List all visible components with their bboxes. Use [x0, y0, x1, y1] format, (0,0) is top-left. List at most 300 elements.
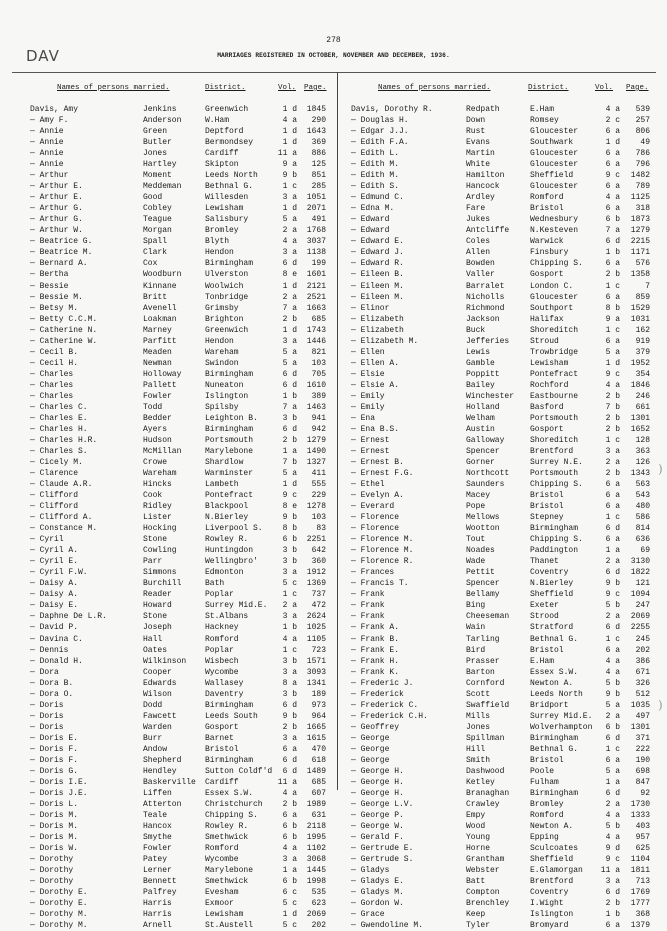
entry-name: — George L.V. — [351, 799, 414, 809]
entry-district: Cardiff — [205, 149, 239, 159]
entry-name: — Gladys E. — [351, 877, 404, 887]
entry-page: 3068 — [306, 855, 326, 865]
entry-volume: 6 d — [282, 380, 297, 390]
entry-name: — Edna M. — [351, 204, 395, 214]
entry-district: Lewisham — [205, 910, 244, 920]
entry-district: Essex S.W. — [530, 667, 579, 677]
entry-name: — Constance M. — [30, 524, 98, 534]
entry-spouse-surname: Wilson — [143, 689, 172, 699]
entry-name: — Arthur — [30, 171, 69, 181]
index-entry — [0, 203, 337, 214]
entry-district: Surrey N.E. — [530, 458, 583, 467]
index-entry — [338, 225, 667, 236]
index-entry — [0, 589, 337, 600]
index-entry — [338, 424, 667, 435]
entry-volume: 3 b — [282, 546, 297, 556]
entry-district: Hendon — [205, 248, 234, 258]
entry-page: 369 — [311, 138, 326, 148]
index-entry — [338, 744, 667, 755]
index-entry — [0, 281, 337, 292]
index-entry — [338, 181, 667, 192]
entry-volume: 5 b — [605, 601, 620, 611]
entry-district: Blyth — [205, 237, 230, 247]
entry-name: — Edith M. — [351, 171, 400, 181]
index-entry — [338, 589, 667, 600]
entry-spouse-surname: Bing — [466, 601, 486, 611]
entry-page: 973 — [311, 700, 326, 710]
entry-district: Woolwich — [205, 281, 244, 291]
entry-district: Gloucester — [530, 160, 579, 170]
entry-volume: 5 a — [282, 215, 297, 225]
entry-spouse-surname: Tarling — [466, 634, 500, 644]
entry-volume: 4 a — [605, 380, 620, 390]
entry-name: — Clifford — [30, 491, 79, 501]
entry-name: — Dorothy — [30, 855, 74, 865]
index-entry — [338, 457, 667, 468]
entry-district: Rochford — [530, 380, 569, 390]
index-entry — [0, 909, 337, 920]
entry-page: 1995 — [306, 833, 326, 843]
entry-page: 705 — [311, 369, 326, 379]
entry-page: 386 — [635, 656, 650, 666]
index-entry — [0, 578, 337, 589]
entry-page: 1333 — [630, 811, 650, 820]
index-entry — [338, 214, 667, 225]
entry-volume: 1 b — [605, 910, 620, 920]
entry-name: — Dorothy M. — [30, 910, 88, 920]
entry-district: St.Austell — [205, 921, 254, 931]
entry-spouse-surname: Jackson — [466, 314, 500, 324]
entry-district: Leeds North — [530, 689, 583, 699]
entry-name: — Charles C. — [30, 402, 88, 412]
entry-volume: 1 b — [282, 623, 297, 633]
entry-spouse-surname: Scott — [466, 689, 491, 699]
entry-volume: 6 a — [605, 204, 620, 214]
entry-district: Bristol — [205, 744, 239, 754]
entry-volume: 3 a — [282, 568, 297, 578]
index-entry — [0, 832, 337, 843]
entry-page: 1743 — [306, 325, 326, 335]
entry-spouse-surname: Joseph — [143, 623, 172, 633]
entry-volume: 9 c — [605, 171, 620, 181]
index-entry — [338, 159, 667, 170]
entry-page: 126 — [635, 458, 650, 467]
entry-volume: 2 b — [605, 899, 620, 909]
entry-page: 1035 — [630, 700, 650, 710]
index-entry — [0, 402, 337, 413]
entry-name: — Frank — [351, 590, 385, 600]
index-entry — [338, 689, 667, 700]
entry-district: Shoreditch — [530, 435, 579, 445]
entry-spouse-surname: Jefferies — [466, 336, 510, 346]
entry-district: Birmingham — [205, 259, 254, 269]
entry-page: 685 — [311, 314, 326, 324]
entry-volume: 4 a — [282, 634, 297, 644]
entry-district: Marylebone — [205, 446, 254, 456]
entry-spouse-surname: Smythe — [143, 833, 172, 843]
entry-volume: 1 d — [282, 127, 297, 137]
entry-district: Islington — [530, 910, 574, 920]
index-entry — [0, 126, 337, 137]
entry-name: — Daisy A. — [30, 579, 79, 589]
entry-spouse-surname: Barralet — [466, 281, 505, 291]
entry-district: Romford — [530, 811, 564, 820]
entry-district: Leighton B. — [205, 413, 258, 423]
entry-page: 941 — [311, 413, 326, 423]
entry-volume: 5 b — [605, 822, 620, 832]
entry-name: — Eileen M. — [351, 292, 404, 302]
entry-name: — Ethel — [351, 480, 385, 490]
index-entry — [0, 634, 337, 645]
entry-district: Stepney — [530, 513, 564, 523]
index-entry — [0, 711, 337, 722]
entry-volume: 2 a — [605, 557, 620, 567]
entry-district: Wednesbury — [530, 215, 579, 225]
index-entry — [0, 854, 337, 865]
entry-spouse-surname: Hudson — [143, 435, 172, 445]
entry-district: Swindon — [205, 358, 239, 368]
entry-page: 202 — [311, 921, 326, 931]
entry-spouse-surname: Brenchley — [466, 899, 510, 909]
entry-spouse-surname: Barton — [466, 667, 495, 677]
entry-page: 103 — [311, 513, 326, 523]
entry-district: Brighton — [205, 314, 244, 324]
entry-district: Stroud — [530, 336, 559, 346]
entry-name: — Geoffrey — [351, 722, 400, 732]
entry-district: Epping — [530, 833, 559, 843]
entry-spouse-surname: Hall — [143, 634, 163, 644]
entry-name: — Cecil B. — [30, 347, 79, 357]
entry-district: Newton A. — [530, 822, 574, 832]
index-entry — [0, 810, 337, 821]
entry-volume: 6 d — [282, 755, 297, 765]
entry-name: — Bertha — [30, 270, 69, 280]
entry-volume: 3 a — [282, 336, 297, 346]
entry-district: W.Ham — [205, 116, 230, 126]
header-vol: Vol. — [278, 84, 297, 92]
entry-spouse-surname: Hamilton — [466, 171, 505, 181]
entry-page: 246 — [635, 391, 650, 401]
entry-name: — Arthur G. — [30, 215, 83, 225]
index-entry — [0, 468, 337, 479]
entry-district: Wellingbro' — [205, 557, 258, 567]
page-title: MARRIAGES REGISTERED IN OCTOBER, NOVEMBER AND DECEMBER, 1936. — [217, 52, 450, 59]
entry-page: 7 — [645, 281, 650, 291]
entry-page: 576 — [635, 259, 650, 269]
entry-page: 1301 — [630, 413, 650, 423]
index-entry — [338, 203, 667, 214]
entry-page: 1327 — [306, 458, 326, 467]
index-entry — [338, 788, 667, 799]
entry-district: Leeds South — [205, 711, 258, 721]
entry-page: 942 — [311, 424, 326, 434]
entry-volume: 7 b — [282, 458, 297, 467]
entry-district: Romford — [205, 634, 239, 644]
entry-district: Cardiff — [205, 777, 239, 787]
entry-district: Paddington — [530, 546, 579, 556]
entry-name: — Dorothy M. — [30, 921, 88, 931]
index-entry — [0, 567, 337, 578]
entry-volume: 8 b — [605, 303, 620, 313]
entry-name: — Edward J. — [351, 248, 404, 258]
entry-name: — Gertrude E. — [351, 844, 414, 854]
entry-district: Portsmouth — [530, 469, 579, 479]
entry-page: 957 — [635, 833, 650, 843]
index-entry — [0, 689, 337, 700]
entry-name: — Charles H. — [30, 424, 88, 434]
entry-district: Smethwick — [205, 877, 249, 887]
entry-spouse-surname: Cheeseman — [466, 612, 510, 622]
entry-name: — George P. — [351, 811, 404, 820]
entry-volume: 6 a — [605, 149, 620, 159]
entry-name: — Elizabeth M. — [351, 336, 419, 346]
index-entry — [0, 744, 337, 755]
entry-district: N.Bierley — [530, 579, 574, 589]
index-entry — [0, 225, 337, 236]
entry-spouse-surname: Kinnane — [143, 281, 177, 291]
entry-name: — George W. — [351, 822, 404, 832]
page-number: 278 — [326, 36, 341, 45]
entry-page: 623 — [311, 899, 326, 909]
entry-name: — Bernard A. — [30, 259, 88, 269]
entry-spouse-surname: Crawley — [466, 799, 500, 809]
entry-page: 247 — [635, 601, 650, 611]
entry-district: Smethwick — [205, 833, 249, 843]
entry-district: Southwark — [530, 138, 574, 148]
entry-page: 1105 — [306, 634, 326, 644]
index-entry — [338, 468, 667, 479]
entry-page: 1643 — [306, 127, 326, 137]
entry-spouse-surname: Nicholls — [466, 292, 505, 302]
entry-volume: 3 b — [282, 557, 297, 567]
entry-page: 363 — [635, 446, 650, 456]
entry-page: 1652 — [630, 424, 650, 434]
entry-page: 411 — [311, 469, 326, 479]
entry-name: — Bessie M. — [30, 292, 83, 302]
index-entry — [0, 667, 337, 678]
index-entry — [338, 115, 667, 126]
entry-name: — Doris J.E. — [30, 788, 88, 798]
entry-name: — Catherine N. — [30, 325, 98, 335]
entry-district: Daventry — [205, 689, 244, 699]
entry-district: Southport — [530, 303, 574, 313]
index-entry — [0, 413, 337, 424]
index-entry — [0, 799, 337, 810]
entry-spouse-surname: Reader — [143, 590, 172, 600]
entry-district: Exeter — [530, 601, 559, 611]
entry-page: 1571 — [306, 656, 326, 666]
entry-page: 1463 — [306, 402, 326, 412]
index-entry — [0, 821, 337, 832]
entry-spouse-surname: Lister — [143, 513, 172, 523]
entry-page: 1490 — [306, 446, 326, 456]
entry-spouse-surname: Buck — [466, 325, 486, 335]
entry-spouse-surname: Welham — [466, 413, 495, 423]
entry-name: — Beatrice G. — [30, 237, 93, 247]
entry-name: — Beatrice M. — [30, 248, 93, 258]
entry-volume: 6 d — [605, 733, 620, 743]
index-entry — [338, 413, 667, 424]
entry-spouse-surname: Northcott — [466, 469, 510, 479]
entry-spouse-surname: Wilkinson — [143, 656, 187, 666]
entry-volume: 9 a — [282, 160, 297, 170]
index-entry — [0, 523, 337, 534]
entry-name: — Doris I.E. — [30, 777, 88, 787]
entry-spouse-surname: Webster — [466, 866, 500, 876]
entry-spouse-surname: Jenkins — [143, 105, 177, 114]
entry-volume: 2 b — [282, 435, 297, 445]
entry-name: — Charles — [30, 380, 74, 390]
entry-volume: 5 a — [282, 347, 297, 357]
entry-volume: 6 d — [282, 369, 297, 379]
index-entry — [0, 479, 337, 490]
entry-spouse-surname: Batt — [466, 877, 486, 887]
entry-name: — Edgar J.J. — [351, 127, 409, 137]
entry-volume: 3 a — [605, 446, 620, 456]
entry-volume: 2 a — [282, 226, 297, 236]
entry-volume: 6 a — [605, 921, 620, 931]
entry-volume: 1 c — [605, 634, 620, 644]
entry-spouse-surname: Smith — [466, 755, 491, 765]
entry-spouse-surname: Teale — [143, 811, 168, 820]
entry-name: — Donald H. — [30, 656, 83, 666]
entry-name: — Doris M. — [30, 822, 79, 832]
entry-volume: 11 a — [277, 777, 297, 787]
index-entry — [338, 667, 667, 678]
entry-name: — Ena B.S. — [351, 424, 400, 434]
index-entry — [338, 303, 667, 314]
index-entry — [0, 534, 337, 545]
entry-district: Romford — [205, 844, 239, 854]
entry-spouse-surname: Bedder — [143, 413, 172, 423]
index-entry — [338, 755, 667, 766]
entry-district: Wycombe — [205, 667, 239, 677]
entry-district: Ulverston — [205, 270, 249, 280]
entry-name: — Frank H. — [351, 656, 400, 666]
entry-page: 796 — [635, 160, 650, 170]
entry-volume: 3 a — [605, 877, 620, 887]
entry-page: 470 — [311, 744, 326, 754]
entry-district: Wallasey — [205, 678, 244, 688]
entry-district: Bethnal G. — [205, 182, 254, 192]
entry-volume: 5 a — [282, 469, 297, 479]
index-entry — [338, 898, 667, 909]
index-entry — [0, 733, 337, 744]
entry-name: — Ellen — [351, 347, 385, 357]
index-entry — [0, 192, 337, 203]
entry-name: — Edward — [351, 215, 390, 225]
entry-district: Bristol — [530, 491, 564, 501]
entry-spouse-surname: Parfitt — [143, 336, 177, 346]
entry-district: Sheffield — [530, 590, 574, 600]
entry-spouse-surname: Spencer — [466, 446, 500, 456]
entry-volume: 6 c — [282, 888, 297, 898]
entry-name: — Arthur E. — [30, 182, 83, 192]
index-entry — [338, 281, 667, 292]
entry-page: 285 — [311, 182, 326, 192]
entry-volume: 2 a — [282, 601, 297, 611]
entry-district: Chipping S. — [205, 811, 258, 820]
entry-volume: 2 b — [605, 391, 620, 401]
entry-spouse-surname: Tout — [466, 535, 486, 545]
entry-page: 1529 — [630, 303, 650, 313]
entry-spouse-surname: Branaghan — [466, 788, 510, 798]
index-entry — [338, 909, 667, 920]
entry-page: 642 — [311, 546, 326, 556]
entry-district: Willesden — [205, 193, 249, 203]
entry-district: N.Kesteven — [530, 226, 579, 236]
entry-volume: 1 b — [282, 391, 297, 401]
entry-spouse-surname: Dodd — [143, 700, 163, 710]
index-entry — [338, 501, 667, 512]
entry-spouse-surname: Bennett — [143, 877, 177, 887]
entry-volume: 6 d — [605, 568, 620, 578]
entry-name: — Elinor — [351, 303, 390, 313]
entry-spouse-surname: Woodburn — [143, 270, 182, 280]
header-names: Names of persons married. — [57, 84, 170, 92]
entry-district: St.Albans — [205, 612, 249, 622]
entry-district: Sculcoates — [530, 844, 579, 854]
entry-page: 2215 — [630, 237, 650, 247]
entry-name: — Frances — [351, 568, 395, 578]
index-entry — [338, 578, 667, 589]
entry-name: — Edith F.A. — [351, 138, 409, 148]
index-entry — [338, 336, 667, 347]
entry-volume: 9 b — [605, 689, 620, 699]
entry-name: — Dorothy E. — [30, 899, 88, 909]
entry-page: 1846 — [630, 380, 650, 390]
entry-page: 202 — [635, 645, 650, 655]
entry-page: 257 — [635, 116, 650, 126]
entry-volume: 9 c — [605, 590, 620, 600]
entry-name: — Ena — [351, 413, 376, 423]
entry-spouse-surname: Mills — [466, 711, 491, 721]
entry-name: — Gerald F. — [351, 833, 404, 843]
entry-district: Halifax — [530, 314, 564, 324]
entry-spouse-surname: Bellamy — [466, 590, 500, 600]
entry-page: 2255 — [630, 623, 650, 633]
entry-spouse-surname: Todd — [143, 402, 163, 412]
entry-district: Birmingham — [205, 755, 254, 765]
entry-spouse-surname: Grantham — [466, 855, 505, 865]
entry-spouse-surname: Wade — [466, 557, 486, 567]
column-headers — [0, 82, 337, 104]
entry-page: 618 — [311, 755, 326, 765]
entry-volume: 4 a — [282, 237, 297, 247]
index-entry — [338, 810, 667, 821]
entry-district: Wareham — [205, 347, 239, 357]
entry-page: 685 — [311, 777, 326, 787]
entry-district: Bromley — [205, 226, 239, 236]
entry-page: 607 — [311, 788, 326, 798]
entry-name: — George — [351, 755, 390, 765]
entry-name: — Frank B. — [351, 634, 400, 644]
entry-volume: 9 b — [605, 579, 620, 589]
entry-district: Birmingham — [530, 524, 579, 534]
entry-page: 103 — [311, 358, 326, 368]
entry-name: — Gwendoline M. — [351, 921, 424, 931]
index-code: DAV — [26, 47, 60, 65]
entry-district: Liverpool S. — [205, 524, 263, 534]
entry-volume: 6 d — [282, 424, 297, 434]
entry-district: Greenwich — [205, 105, 249, 114]
entry-name: — Florence M. — [351, 535, 414, 545]
entry-page: 586 — [635, 513, 650, 523]
entry-district: Birmingham — [205, 700, 254, 710]
entry-page: 964 — [311, 711, 326, 721]
entry-spouse-surname: Wareham — [143, 469, 177, 479]
entry-volume: 6 d — [605, 237, 620, 247]
